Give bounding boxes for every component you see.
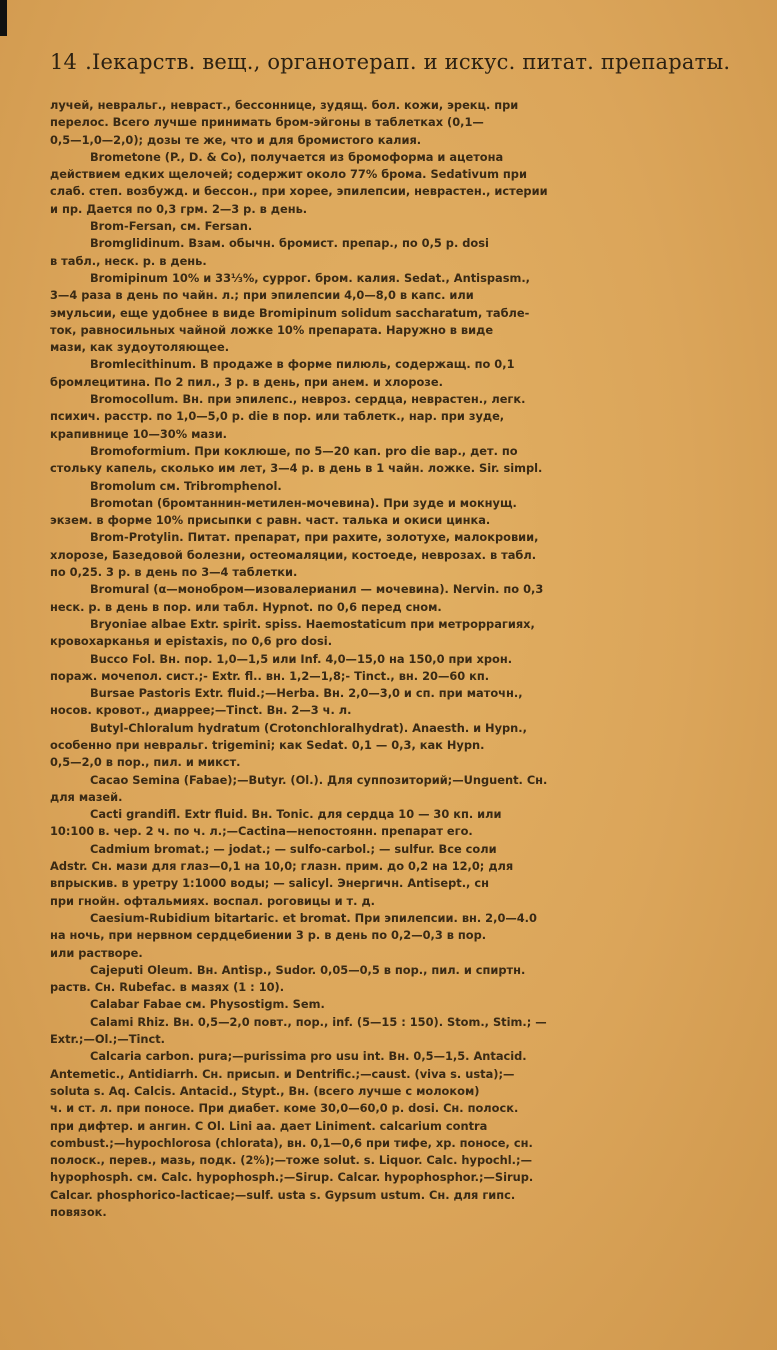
- text-line: Antemetic., Antidiarrh. Сн. присып. и Dentrific.;—caust. (viva s. usta);—: [50, 1066, 515, 1081]
- text-line: 0,5—1,0—2,0); дозы те же, что и для бромистого калия.: [50, 132, 422, 147]
- text-line: hypophosph. см. Calc. hypophosph.;—Sirup. Calcar. hypophosphor.;—Sirup.: [50, 1170, 534, 1185]
- text-line: действием едких щелочей; содержит около 77% брома. Sedativum при: [50, 167, 527, 182]
- text-line: Cacti grandifl. Extr fluid. Вн. Tonic. для сердца 10 — 30 кп. или: [90, 807, 502, 822]
- text-line: Bryoniae albae Extr. spirit. spiss. Haemostaticum при метроррагиях,: [90, 616, 535, 631]
- text-line: пораж. мочепол. сист.;- Extr. fl.. вн. 1,2—1,8;- Tinct., вн. 20—60 кп.: [50, 668, 490, 683]
- text-line: раств. Сн. Rubefac. в мазях (1 : 10).: [50, 980, 285, 995]
- text-line: в табл., неск. р. в день.: [50, 253, 207, 268]
- text-line: на ночь, при нервном сердцебиении 3 р. в день по 0,2—0,3 в пор.: [50, 928, 487, 943]
- text-line: и пр. Дается по 0,3 грм. 2—3 р. в день.: [50, 201, 308, 216]
- text-line: Bromoformium. При коклюше, по 5—20 кап. pro die вар., дет. по: [90, 443, 518, 458]
- text-line: при гнойн. офтальмиях. воспал. роговицы и т. д.: [50, 893, 375, 908]
- text-line: психич. расстр. по 1,0—5,0 р. die в пор. или таблетк., нар. при зуде,: [50, 409, 505, 424]
- text-line: 0,5—2,0 в пор., пил. и микст.: [50, 755, 241, 770]
- text-line: впрыскив. в уретру 1:1000 воды; — salicyl. Энергичн. Antisept., сн: [50, 876, 489, 891]
- text-line: Calcaria carbon. pura;—purissima pro usu int. Вн. 0,5—1,5. Antacid.: [90, 1049, 527, 1064]
- text-line: Bromural (α—монобром—изовалерианил — мочевина). Nervin. по 0,3: [90, 582, 544, 597]
- text-line: Bromocollum. Вн. при эпилепс., невроз. сердца, неврастен., легк.: [90, 392, 526, 407]
- text-line: ч. и ст. л. при поносе. При диабет. коме 30,0—60,0 p. dosi. Сн. полоск.: [50, 1101, 519, 1116]
- text-line: Calabar Fabae см. Physostigm. Sem.: [90, 997, 325, 1012]
- text-line: soluta s. Aq. Calcis. Antacid., Stypt., Вн. (всего лучше с молоком): [50, 1083, 480, 1098]
- text-line: экзем. в форме 10% присыпки с равн. част. талька и окиси цинка.: [50, 513, 491, 528]
- text-line: неск. р. в день в пор. или табл. Hypnot. по 0,6 перед сном.: [50, 599, 442, 614]
- text-line: combust.;—hypochlorosa (chlorata), вн. 0,1—0,6 при тифе, хр. поносе, сн.: [50, 1135, 533, 1150]
- text-line: бромлецитина. По 2 пил., 3 р. в день, при анем. и хлорозе.: [50, 374, 443, 389]
- text-line: Bromolum см. Tribromphenol.: [90, 478, 282, 493]
- scan-edge-mark: [0, 0, 7, 36]
- text-line: лучей, невральг., неврaст., бессоннице, зудящ. бол. кожи, эрекц. при: [50, 98, 519, 112]
- text-line: Bromglidinum. Взам. обычн. бромист. препар., по 0,5 р. dosi: [90, 236, 489, 251]
- text-line: особенно при невральг. trigemini; как Sedat. 0,1 — 0,3, как Hypn.: [50, 737, 485, 752]
- text-line: Brom-Protylin. Питат. препарат, при рахите, золотухе, малокровии,: [90, 530, 539, 545]
- text-line: 10:100 в. чер. 2 ч. по ч. л.;—Cactina—непостоянн. препарат его.: [50, 824, 473, 839]
- text-line: при дифтер. и ангин. С Ol. Lini aa. дает Liniment. calcarium contra: [50, 1118, 488, 1133]
- text-line: 3—4 раза в день по чайн. л.; при эпилепсии 4,0—8,0 в капс. или: [50, 288, 474, 303]
- text-line: эмульсии, еще удобнее в виде Bromipinum solidum saccharatum, табле-: [50, 305, 530, 320]
- text-line: Calami Rhiz. Вн. 0,5—2,0 повт., пор., inf. (5—15 : 150). Stom., Stim.; —: [90, 1014, 547, 1029]
- text-line: Bromipinum 10% и 33⅓%, суррог. бром. калия. Sedat., Antispasm.,: [90, 270, 531, 285]
- text-line: стольку капель, сколько им лет, 3—4 р. в день в 1 чайн. ложке. Sir. simpl.: [50, 461, 543, 476]
- text-line: перелос. Всего лучше принимать бром-эйгоны в таблетках (0,1—: [50, 115, 484, 130]
- text-line: мази, как зудоутоляющее.: [50, 340, 230, 355]
- text-line: Butyl-Chloralum hydratum (Crotonchloralhydrat). Anaesth. и Hypn.,: [90, 720, 527, 735]
- text-line: Cajeputi Oleum. Вн. Antisp., Sudor. 0,05—0,5 в пор., пил. и спиртн.: [90, 962, 526, 977]
- text-line: слаб. степ. возбужд. и бессон., при хорее, эпилепсии, неврастен., истерии: [50, 184, 548, 199]
- text-line: Extr.;—Ol.;—Tinct.: [50, 1032, 166, 1047]
- text-line: повязок.: [50, 1205, 107, 1219]
- text-line: Bucco Fol. Вн. пор. 1,0—1,5 или Inf. 4,0—15,0 на 150,0 при хрон.: [90, 651, 513, 666]
- text-line: по 0,25. 3 р. в день по 3—4 таблетки.: [50, 565, 298, 580]
- text-line: или растворе.: [50, 945, 143, 960]
- text-line: кровохарканья и epistaxis, по 0,6 pro dosi.: [50, 634, 333, 649]
- text-line: Calcar. phosphorico-lacticae;—sulf. usta s. Gypsum ustum. Сн. для гипс.: [50, 1187, 516, 1202]
- text-line: полоск., перев., мазь, подк. (2%);—тоже solut. s. Liquor. Calc. hypochl.;—: [50, 1153, 532, 1168]
- text-line: Adstr. Сн. мази для глаз—0,1 на 10,0; глазн. прим. до 0,2 на 12,0; для: [50, 859, 514, 874]
- text-line: для мазей.: [50, 789, 123, 804]
- text-line: Caesium-Rubidium bitartaric. et bromat. При эпилепсии. вн. 2,0—4.0: [90, 910, 537, 925]
- text-line: Bromotan (бромтаннин-метилен-мочевина). При зуде и мокнущ.: [90, 495, 517, 510]
- text-line: Cadmium bromat.; — jodat.; — sulfo-carbol.; — sulfur. Все соли: [90, 841, 497, 856]
- text-line: крапивнице 10—30% мази.: [50, 426, 228, 441]
- text-line: носов. кровот., диаррее;—Tinct. Вн. 2—3 ч. л.: [50, 703, 352, 718]
- body-text: [50, 97, 756, 1221]
- text-line: Cacao Semina (Fabae);—Butyr. (Ol.). Для суппозиторий;—Unguent. Сн.: [90, 772, 548, 787]
- text-line: Brom-Fersan, см. Fersan.: [90, 219, 253, 234]
- text-line: Brometone (P., D. & Co), получается из бромоформа и ацетона: [90, 149, 504, 164]
- page-header: [50, 50, 750, 74]
- text-line: ток, равносильных чайной ложке 10% препарата. Наружно в виде: [50, 322, 494, 337]
- text-line: Bromlecithinum. В продаже в форме пилюль, содержащ. по 0,1: [90, 357, 515, 372]
- text-line: Bursae Pastoris Extr. fluid.;—Herba. Вн. 2,0—3,0 и сп. при маточн.,: [90, 686, 523, 701]
- text-line: хлорозе, Базедовой болезни, остеомаляции, костоеде, неврозах. в табл.: [50, 547, 537, 562]
- page-number: 14: [50, 50, 78, 74]
- running-title: .Iекарств. вещ., органотерап. и искус. питат. препараты.: [85, 50, 731, 74]
